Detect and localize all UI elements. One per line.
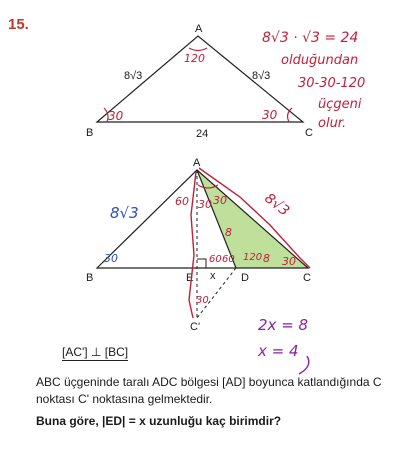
angle-60-annotation: 60 — [175, 195, 189, 208]
angle-30-c-annotation: 30 — [282, 255, 296, 268]
vertex-e: E — [186, 272, 194, 284]
side-ac-annotation-2: 8√3 — [261, 190, 293, 220]
segment-8-annotation: 8 — [225, 226, 232, 239]
side-ac-label-1: 8√3 — [252, 70, 271, 82]
vertex-d: D — [241, 272, 249, 284]
vertex-c-1: C — [305, 127, 313, 139]
equation-1: 2x = 8 — [258, 316, 309, 334]
right-angle-mark — [197, 259, 206, 268]
vertex-a-1: A — [195, 23, 203, 35]
angle-30-right-annotation: 30 — [213, 194, 227, 207]
equation-2: x = 4 — [258, 342, 299, 360]
vertex-b-1: B — [86, 127, 94, 139]
segment-dc-prime — [197, 268, 236, 318]
angle-30-top-annotation: 30 — [198, 198, 212, 211]
angle-120-annotation: 120 — [184, 52, 205, 65]
angle-60-e-annotation: 60 — [209, 254, 222, 265]
angle-arc-a-1 — [189, 48, 207, 51]
vertex-c-prime: C' — [190, 321, 201, 333]
perpendicular-condition: [AC'] ⊥ [BC] — [62, 345, 129, 359]
solution-equations — [257, 316, 309, 374]
vertex-c-2: C — [303, 272, 311, 284]
angle-120-annotation-2: 120 — [243, 252, 263, 263]
angle-b-annotation-2: 30 — [104, 252, 118, 265]
vertex-b-2: B — [86, 272, 94, 284]
red-mark-ae-line — [189, 172, 196, 318]
side-ab-annotation-2: 8√3 — [110, 204, 139, 222]
side-ab-label-1: 8√3 — [124, 70, 143, 82]
equation-arrow — [299, 356, 309, 374]
side-note — [262, 30, 365, 131]
note-line-2: olduğundan — [281, 53, 359, 68]
note-line-4: üçgeni — [318, 97, 362, 112]
figure-2 — [86, 157, 311, 333]
question-ask: Buna göre, |ED| = x uzunluğu kaç birimdir? — [36, 414, 282, 428]
angle-b-annotation-1: 30 — [108, 109, 124, 123]
vertex-a-2: A — [193, 157, 201, 169]
segment-8-b-annotation: 8 — [263, 252, 270, 265]
angle-60-d-annotation: 60 — [222, 254, 235, 265]
note-line-1: 8√3 · √3 = 24 — [262, 30, 359, 46]
note-line-5: olur. — [318, 116, 347, 131]
angle-30-cprime-annotation: 30 — [196, 295, 209, 306]
question-stem: ABC üçgeninde taralı ADC bölgesi [AD] boyunca katlandığında C noktası C' noktasına gelmektedir. — [36, 375, 382, 406]
side-bc-label-1: 24 — [196, 128, 209, 140]
segment-x-label: x — [210, 270, 216, 282]
question-number: 15. — [8, 16, 29, 33]
note-line-3: 30-30-120 — [298, 76, 366, 91]
angle-c-annotation-1: 30 — [262, 108, 278, 122]
